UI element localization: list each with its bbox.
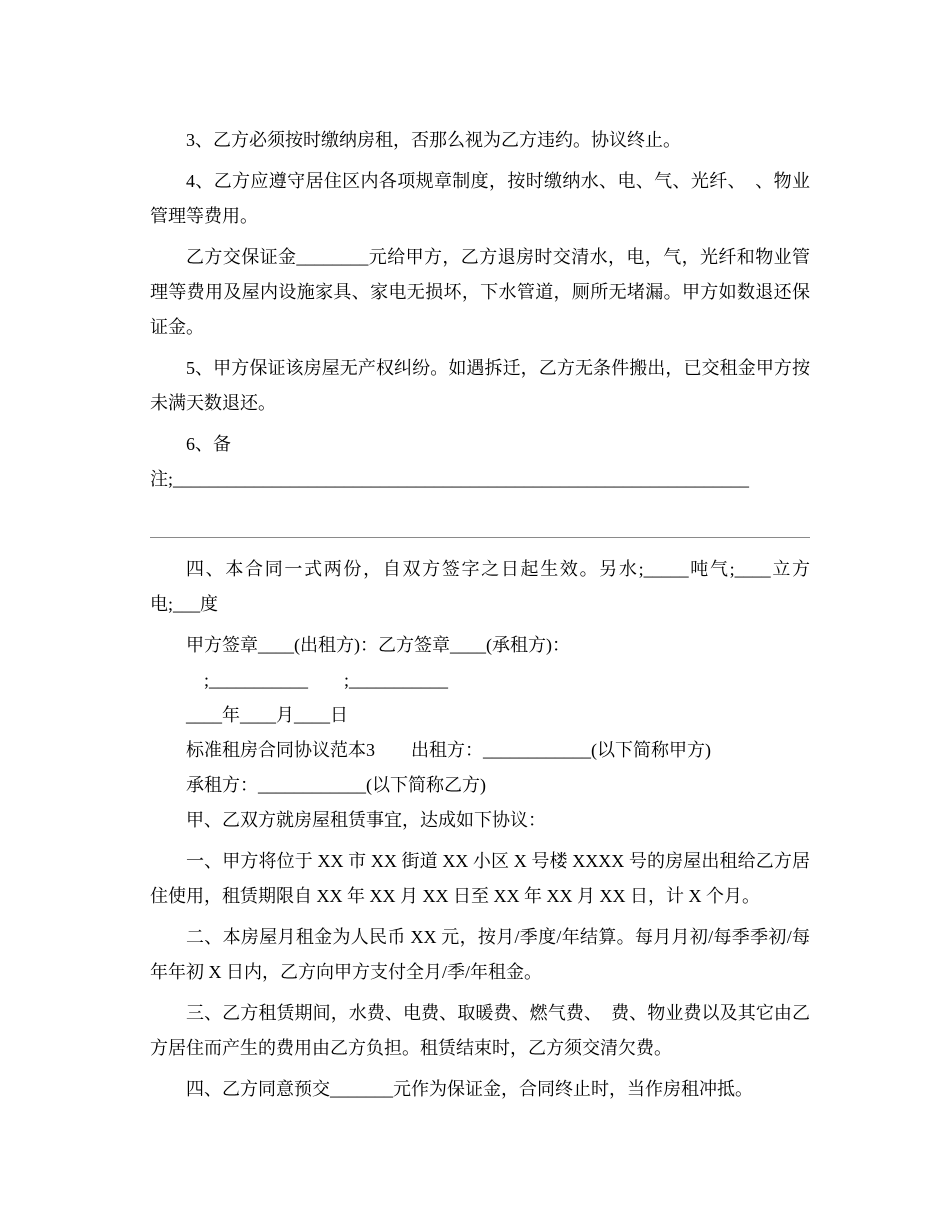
clause-remarks-label: 6、备	[186, 434, 231, 454]
clause-deposit-detail: 乙方交保证金________元给甲方，乙方退房时交清水，电，气，光纤和物业管理等费用及屋内设施家具、家电无损坏，下水管道，厕所无堵漏。甲方如数退还保证金。	[150, 247, 810, 337]
date-line: ____年____月____日	[186, 705, 348, 725]
agreement-intro: 甲、乙双方就房屋租赁事宜，达成如下协议：	[186, 810, 546, 830]
signature-line: 甲方签章____(出租方)：乙方签章____(承租方)：	[186, 635, 570, 655]
clause-3-utilities: 三、乙方租赁期间，水费、电费、取暖费、燃气费、 费、物业费以及其它由乙方居住而产生的费用由乙方负担。租赁结束时，乙方须交清欠费。	[150, 1003, 810, 1058]
remarks-blank-line: 注;________________________________________________________________	[150, 469, 750, 489]
clause-rent-payment: 3、乙方必须按时缴纳房租，否那么视为乙方违约。协议终止。	[186, 130, 681, 150]
signature-blanks: ;___________ ;___________	[186, 670, 449, 690]
clause-4-security-deposit: 四、乙方同意预交_______元作为保证金，合同终止时，当作房租冲抵。	[186, 1079, 753, 1099]
clause-1-premises: 一、甲方将位于 XX 市 XX 街道 XX 小区 X 号楼 XXXX 号的房屋出租给乙方居住使用，租赁期限自 XX 年 XX 月 XX 日至 XX 年 XX 月 XX 日，计 X 个月。	[150, 851, 810, 906]
clause-2-rent: 二、本房屋月租金为人民币 XX 元，按月/季度/年结算。每月月初/每季季初/每年年初 X 日内，乙方向甲方支付全月/季/年租金。	[150, 927, 810, 982]
clause-property-rights: 5、甲方保证该房屋无产权纠纷。如遇拆迁，乙方无条件搬出，已交租金甲方按未满天数退还。	[150, 358, 810, 413]
clause-duplicate-copies: 四、本合同一式两份，自双方签字之日起生效。另水;_____吨气;____立方电;___度	[150, 559, 810, 614]
clause-community-rules: 4、乙方应遵守居住区内各项规章制度，按时缴纳水、电、气、光纤、 、物业管理等费用。	[150, 171, 810, 226]
lessee-line: 承租方：____________(以下简称乙方)	[186, 775, 486, 795]
section-divider	[150, 537, 810, 538]
template-title-and-lessor: 标准租房合同协议范本3 出租方：____________(以下简称甲方)	[186, 740, 711, 760]
